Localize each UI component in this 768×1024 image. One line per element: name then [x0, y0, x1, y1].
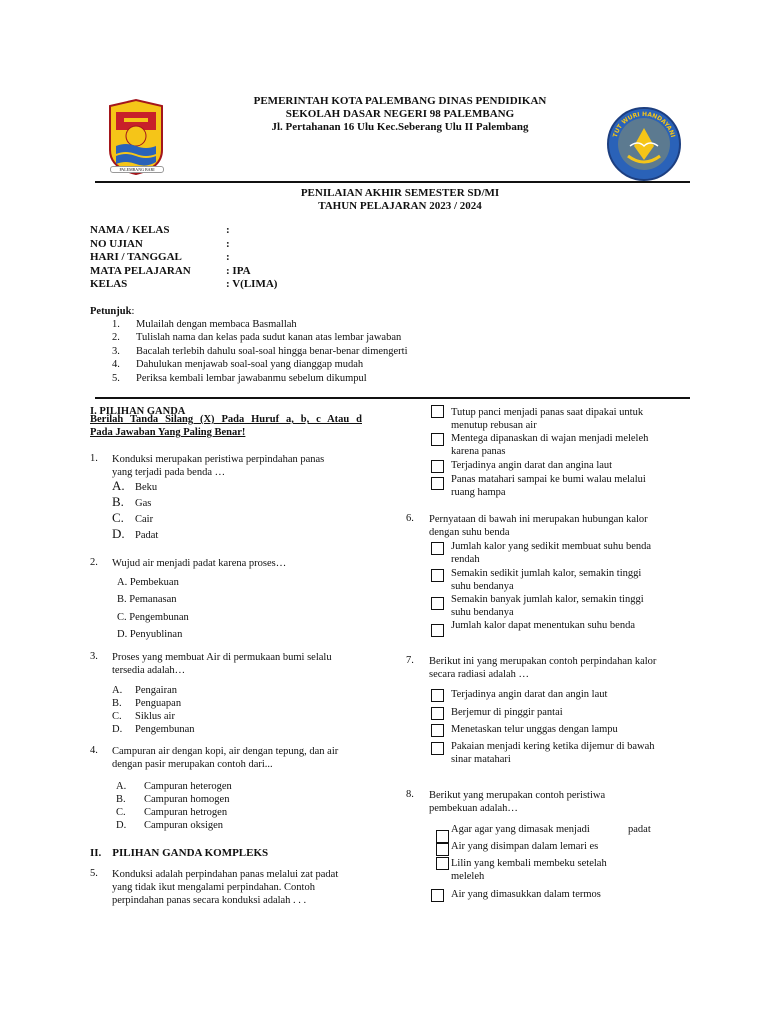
option-text: D. Penyublinan	[117, 629, 183, 640]
section1-direction-1: Berilah Tanda Silang (X) Pada Huruf a, b, c Atau d	[90, 414, 362, 425]
question-text: Berikut yang merupakan contoh peristiwa	[429, 790, 606, 801]
option-text: Campuran heterogen	[144, 781, 232, 792]
question-number: 5.	[90, 868, 98, 879]
question-text: Konduksi merupakan peristiwa perpindahan panas	[112, 454, 325, 465]
option-text: Pengembunan	[135, 724, 195, 735]
answer-checkbox[interactable]	[436, 857, 449, 870]
option-text: Siklus air	[135, 711, 175, 722]
question-text: yang terjadi pada benda …	[112, 467, 226, 478]
identity-label: HARI / TANGGAL	[90, 251, 182, 263]
answer-checkbox[interactable]	[431, 542, 444, 555]
option-text: Beku	[135, 482, 158, 493]
question-number: 6.	[406, 513, 414, 524]
answer-checkbox[interactable]	[436, 843, 449, 856]
option-text: Terjadinya angin darat dan angin laut	[451, 689, 608, 700]
question-number: 7.	[406, 655, 414, 666]
option-text: Jumlah kalor yang sedikit membuat suhu benda	[451, 541, 652, 552]
answer-checkbox[interactable]	[431, 889, 444, 902]
option-text: Cair	[135, 514, 154, 525]
answer-checkbox[interactable]	[436, 830, 449, 843]
question-text: Wujud air menjadi padat karena proses…	[112, 558, 287, 569]
option-key: D.	[112, 724, 123, 735]
instruction-item: 5. Periksa kembali lembar jawabanmu sebelum dikumpul	[112, 372, 367, 384]
option-text: Gas	[135, 498, 152, 509]
instruction-item: 3. Bacalah terlebih dahulu soal-soal hingga benar-benar dimengerti	[112, 345, 408, 357]
answer-checkbox[interactable]	[431, 597, 444, 610]
option-key: A.	[112, 478, 125, 493]
option-text: Tutup panci menjadi panas saat dipakai untuk	[451, 407, 644, 418]
option-text: Panas matahari sampai ke bumi walau melalui	[451, 474, 646, 485]
option-text: Campuran oksigen	[144, 820, 224, 831]
option-text: B. Pemanasan	[117, 594, 177, 605]
option-text: Campuran hetrogen	[144, 807, 228, 818]
question-text: secara radiasi adalah …	[429, 669, 529, 680]
identity-label: NAMA / KELAS	[90, 224, 170, 236]
option-key: A.	[116, 781, 127, 792]
instruction-item: 4. Dahulukan menjawab soal-soal yang dianggap mudah	[112, 359, 364, 371]
question-number: 3.	[90, 651, 98, 662]
identity-label: KELAS	[90, 278, 128, 290]
question-number: 4.	[90, 745, 98, 756]
option-text: meleleh	[451, 871, 485, 882]
option-text: Semakin sedikit jumlah kalor, semakin tinggi	[451, 568, 642, 579]
question-text: Pernyataan di bawah ini merupakan hubungan kalor	[429, 514, 648, 525]
tut-wuri-handayani-logo	[606, 106, 682, 182]
identity-table	[90, 224, 277, 292]
option-text: Padat	[135, 530, 159, 541]
answer-checkbox[interactable]	[431, 624, 444, 637]
identity-value: :	[226, 237, 230, 250]
section1-title: I. PILIHAN GANDA	[90, 406, 186, 417]
option-key: C.	[116, 807, 126, 818]
question-text: perpindahan panas secara konduksi adalah . . .	[112, 895, 307, 906]
option-key: B.	[112, 494, 124, 509]
instructions-colon: :	[131, 306, 135, 317]
option-text: Semakin banyak jumlah kalor, semakin tinggi	[451, 594, 644, 605]
option-key: D.	[116, 820, 127, 831]
identity-label: MATA PELAJARAN	[90, 264, 191, 277]
exam-title: PENILAIAN AKHIR SEMESTER SD/MI	[300, 187, 500, 199]
question-text: tersedia adalah…	[112, 665, 186, 676]
question-text: dengan pasir merupakan contoh dari...	[112, 759, 273, 770]
option-key: D.	[112, 526, 125, 541]
question-text: Campuran air dengan kopi, air dengan tepung, dan air	[112, 746, 339, 757]
instruction-item: 2. Tulislah nama dan kelas pada sudut kanan atas lembar jawaban	[112, 332, 402, 344]
option-text: menutup rebusan air	[451, 420, 537, 431]
question-text: Konduksi adalah perpindahan panas melalui zat padat	[112, 869, 339, 880]
question-text: Berikut ini yang merupakan contoh perpindahan kalor	[429, 656, 657, 667]
option-text: Jumlah kalor dapat menentukan suhu benda	[451, 620, 635, 631]
instructions-title-text: Petunjuk	[90, 306, 132, 317]
option-text: C. Pengembunan	[117, 612, 189, 623]
question-number: 8.	[406, 789, 414, 800]
option-text: Air yang dimasukkan dalam termos	[451, 889, 601, 900]
logo-ring-text: TUT WURI HANDAYANI	[611, 110, 677, 139]
option-text: Pakaian menjadi kering ketika dijemur di bawah	[451, 741, 655, 752]
answer-checkbox[interactable]	[431, 569, 444, 582]
answer-checkbox[interactable]	[431, 689, 444, 702]
answer-checkbox[interactable]	[431, 405, 444, 418]
section1-direction-2: Pada Jawaban Yang Paling Benar!	[90, 427, 246, 438]
option-key: C.	[112, 711, 122, 722]
option-key: C.	[112, 510, 124, 525]
option-text: A. Pembekuan	[117, 577, 179, 588]
palembang-logo	[104, 98, 168, 180]
question-number: 1.	[90, 453, 98, 464]
logo-banner-text: PALEMBANG BARI	[110, 166, 164, 173]
answer-checkbox[interactable]	[431, 460, 444, 473]
header-address: Jl. Pertahanan 16 Ulu Kec.Seberang Ulu II Palembang	[271, 121, 529, 133]
section2-title: II. PILIHAN GANDA KOMPLEKS	[90, 847, 269, 859]
identity-label: NO UJIAN	[90, 237, 143, 250]
option-text: Lilin yang kembali membeku setelah	[451, 858, 607, 869]
identity-value: : IPA	[226, 264, 251, 277]
answer-checkbox[interactable]	[431, 742, 444, 755]
option-text: sinar matahari	[451, 754, 511, 765]
option-key: B.	[112, 698, 122, 709]
answer-checkbox[interactable]	[431, 707, 444, 720]
option-text: Menetaskan telur unggas dengan lampu	[451, 724, 618, 735]
question-text: yang tidak ikut mengalami perpindahan. Contoh	[112, 882, 315, 893]
instructions-title	[90, 306, 134, 317]
option-text: padat	[628, 824, 651, 835]
option-text: ruang hampa	[451, 487, 506, 498]
instructions-list	[112, 318, 408, 385]
identity-value: : V(LIMA)	[226, 278, 278, 290]
question-number: 2.	[90, 557, 98, 568]
header-line-1: PEMERINTAH KOTA PALEMBANG DINAS PENDIDIKAN	[253, 95, 547, 107]
option-text: Berjemur di pinggir pantai	[451, 707, 563, 718]
option-text: Mentega dipanaskan di wajan menjadi meleleh	[451, 433, 649, 444]
option-text: Air yang disimpan dalam lemari es	[451, 841, 599, 852]
option-key: A.	[112, 685, 123, 696]
identity-value: :	[226, 224, 230, 236]
section-divider	[95, 397, 690, 399]
option-text: rendah	[451, 554, 480, 565]
header-line-2: SEKOLAH DASAR NEGERI 98 PALEMBANG	[285, 108, 515, 120]
question-text: pembekuan adalah…	[429, 803, 518, 814]
exam-year: TAHUN PELAJARAN 2023 / 2024	[318, 200, 482, 212]
option-text: Terjadinya angin darat dan angina laut	[451, 460, 613, 471]
option-text: Pengairan	[135, 685, 177, 696]
question-text: Proses yang membuat Air di permukaan bumi selalu	[112, 652, 332, 663]
option-text: suhu bendanya	[451, 607, 514, 618]
instruction-item: 1. Mulailah dengan membaca Basmallah	[112, 319, 297, 330]
option-text: Agar agar yang dimasak menjadi	[451, 824, 590, 835]
identity-value: :	[226, 251, 230, 263]
header-divider	[95, 181, 690, 183]
answer-checkbox[interactable]	[431, 724, 444, 737]
option-text: Campuran homogen	[144, 794, 230, 805]
question-text: dengan suhu benda	[429, 527, 510, 538]
answer-checkbox[interactable]	[431, 433, 444, 446]
option-text: karena panas	[451, 446, 506, 457]
option-key: B.	[116, 794, 126, 805]
answer-checkbox[interactable]	[431, 477, 444, 490]
option-text: suhu bendanya	[451, 581, 514, 592]
option-text: Penguapan	[135, 698, 182, 709]
